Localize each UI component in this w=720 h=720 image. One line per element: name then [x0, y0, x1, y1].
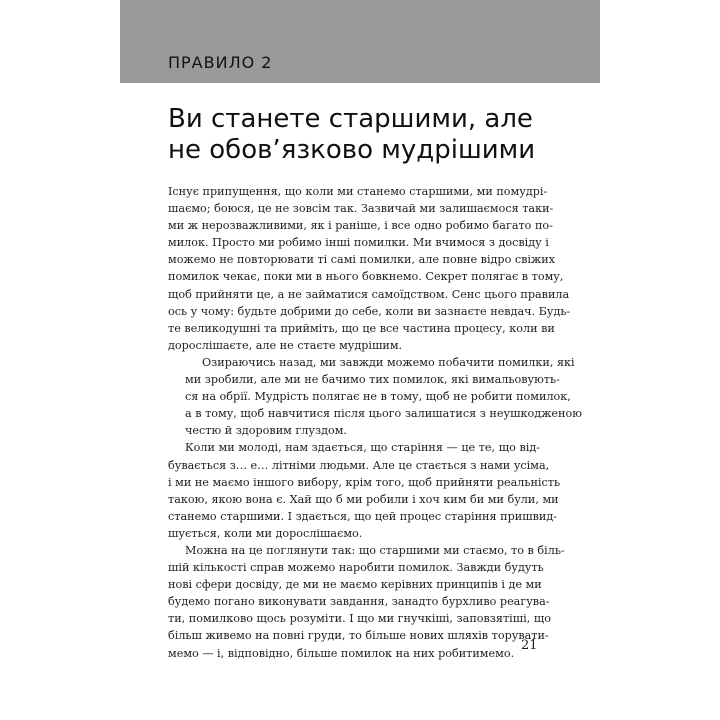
chapter-title [168, 104, 588, 166]
text-line: більш живемо на повні груди, то більше нових шляхів торувати- [168, 629, 549, 643]
body-text [168, 183, 582, 662]
text-line: честю й здоровим глуздом. [185, 424, 347, 438]
text-line: станемо старшими. І здається, що цей процес старіння пришвид- [168, 509, 558, 523]
text-line: будемо погано виконувати завдання, занадто бурхливо реагува- [168, 595, 550, 609]
text-line: шується, коли ми дорослішаємо. [168, 526, 363, 540]
text-line: Можна на це поглянути так: що старшими ми стаємо, то в біль- [185, 543, 565, 557]
text-line: ось у чому: будьте добрими до себе, коли ви зазнаєте невдач. Будь- [168, 304, 571, 318]
text-line: ти, помилково щось розуміти. І що ми гнучкіші, заповзятіші, що [168, 612, 551, 626]
text-line: а в тому, щоб навчитися після цього залишатися з неушкодженою [185, 407, 582, 421]
paragraph-2 [168, 354, 582, 439]
text-line: ми ж нерозважливими, як і раніше, і все одно робимо багато по- [168, 219, 553, 233]
text-line: дорослішаєте, але не стаєте мудрішим. [168, 338, 403, 352]
text-line: мемо — і, відповідно, більше помилок на них робитимемо. [168, 646, 515, 660]
text-line: шій кількості справ можемо наробити помилок. Завжди будуть [168, 561, 544, 575]
text-line: шаємо; боюся, це не зовсім так. Зазвичай ми залишаємося таки- [168, 202, 554, 216]
text-line: можемо не повторювати ті самі помилки, але повне відро свіжих [168, 253, 556, 267]
text-line: бувається з… е… літніми людьми. Але це стається з нами усіма, [168, 458, 550, 472]
text-line: Існує припущення, що коли ми станемо старшими, ми помудрі- [168, 185, 548, 198]
text-line: нові сфери досвіду, де ми не маємо керівних принципів і де ми [168, 578, 542, 592]
text-line: помилок чекає, поки ми в нього бовкнемо. Секрет полягає в тому, [168, 270, 564, 284]
text-line: щоб прийняти це, а не займатися самоїдством. Сенс цього правила [168, 287, 570, 301]
chapter-title-line-2: не обов’язково мудрішими [168, 135, 536, 165]
text-line: Коли ми молоді, нам здається, що старіння — це те, що від- [185, 441, 540, 455]
chapter-title-line-1: Ви станете старшими, але [168, 104, 533, 134]
text-line: ми зробили, але ми не бачимо тих помилок, які вимальовують- [185, 373, 560, 387]
text-line: такою, якою вона є. Хай що б ми робили і хоч ким би ми були, ми [168, 492, 559, 506]
paragraph-4 [168, 542, 565, 662]
paragraph-3 [168, 439, 561, 542]
text-line: і ми не маємо іншого вибору, крім того, щоб прийняти реальність [168, 475, 561, 489]
paragraph-1 [168, 183, 571, 354]
text-line: Озираючись назад, ми завжди можемо побачити помилки, які [202, 355, 575, 369]
text-line: те великодушні та прийміть, що це все частина процесу, коли ви [168, 321, 555, 335]
rule-label: ПРАВИЛО 2 [168, 53, 273, 72]
page-number: 21 [521, 638, 538, 653]
text-line: ся на обрії. Мудрість полягає не в тому, щоб не робити помилок, [185, 390, 571, 404]
text-line: милок. Просто ми робимо інші помилки. Ми вчимося з досвіду і [168, 236, 549, 250]
